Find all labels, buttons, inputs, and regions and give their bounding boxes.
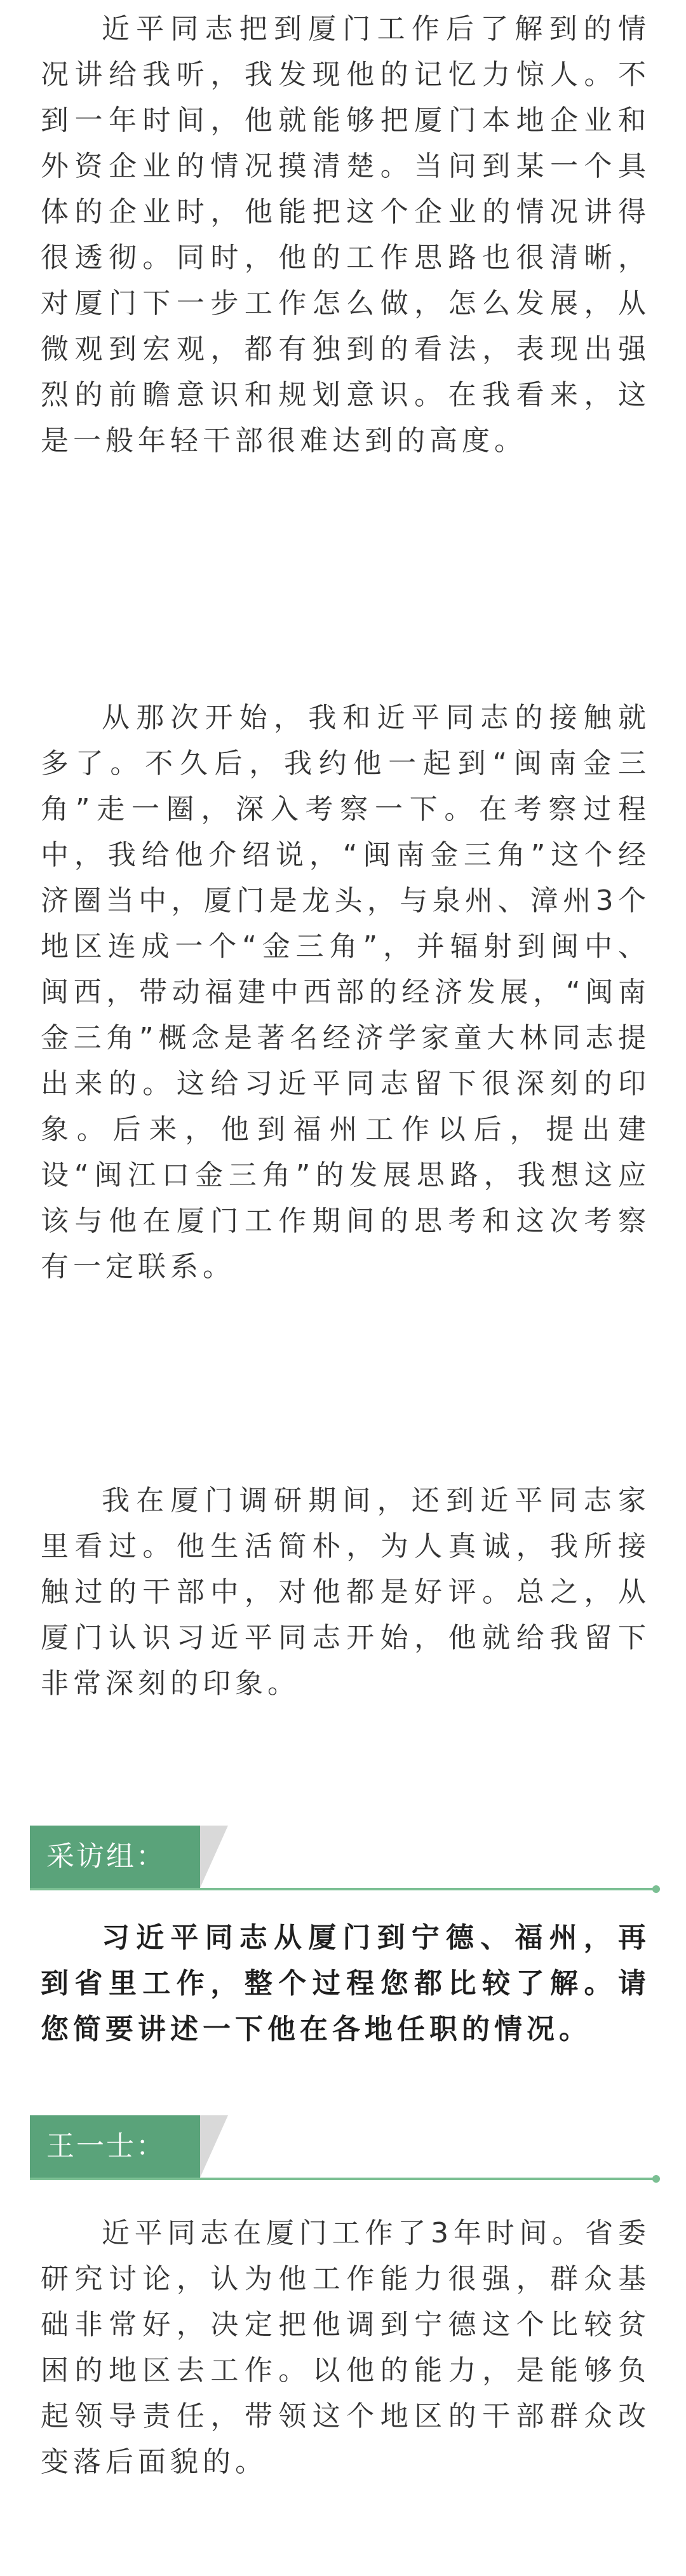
paragraph: 近平同志在厦门工作了3年时间。省委研究讨论，认为他工作能力很强，群众基础非常好，决定把他调到宁德这个比较贫困的地区去工作。以他的能力，是能够负起领导责任，带领这个地区的干部群众改变落后面貌的。 [41,2217,650,2478]
divider-line [30,2178,655,2180]
divider-dot [652,1885,660,1893]
divider-line [30,1888,655,1890]
speaker-tag: 王一士： [30,2115,200,2178]
tag-fold-decoration [200,2115,228,2178]
speaker-tag: 采访组： [30,1826,200,1888]
speaker-header-interviewee [30,2115,665,2179]
paragraph: 我在厦门调研期间，还到近平同志家里看过。他生活简朴，为人真诚，我所接触过的干部中，对他都是好评。总之，从厦门认识习近平同志开始，他就给我留下非常深刻的印象。 [41,1484,650,1700]
paragraph: 近平同志把到厦门工作后了解到的情况讲给我听，我发现他的记忆力惊人。不到一年时间，他就能够把厦门本地企业和外资企业的情况摸清楚。当问到某一个具体的企业时，他能把这个企业的情况讲得很透彻。同时，他的工作思路也很清晰，对厦门下一步工作怎么做，怎么发展，从微观到宏观，都有独到的看法，表现出强烈的前瞻意识和规划意识。在我看来，这是一般年轻干部很难达到的高度。 [41,13,650,457]
interview-question: 习近平同志从厦门到宁德、福州，再到省里工作，整个过程您都比较了解。请您简要讲述一下他在各地任职的情况。 [41,1922,650,2045]
speaker-header-interviewer [30,1826,665,1889]
divider-dot [652,2175,660,2183]
paragraph: 从那次开始，我和近平同志的接触就多了。不久后，我约他一起到“闽南金三角”走一圈，深入考察一下。在考察过程中，我给他介绍说，“闽南金三角”这个经济圈当中，厦门是龙头，与泉州、漳州3个地区连成一个“金三角”，并辐射到闽中、闽西，带动福建中西部的经济发展，“闽南金三角”概念是著名经济学家童大林同志提出来的。这给习近平同志留下很深刻的印象。后来，他到福州工作以后，提出建设“闽江口金三角”的发展思路，我想这应该与他在厦门工作期间的思考和这次考察有一定联系。 [41,702,650,1283]
tag-fold-decoration [200,1826,228,1888]
